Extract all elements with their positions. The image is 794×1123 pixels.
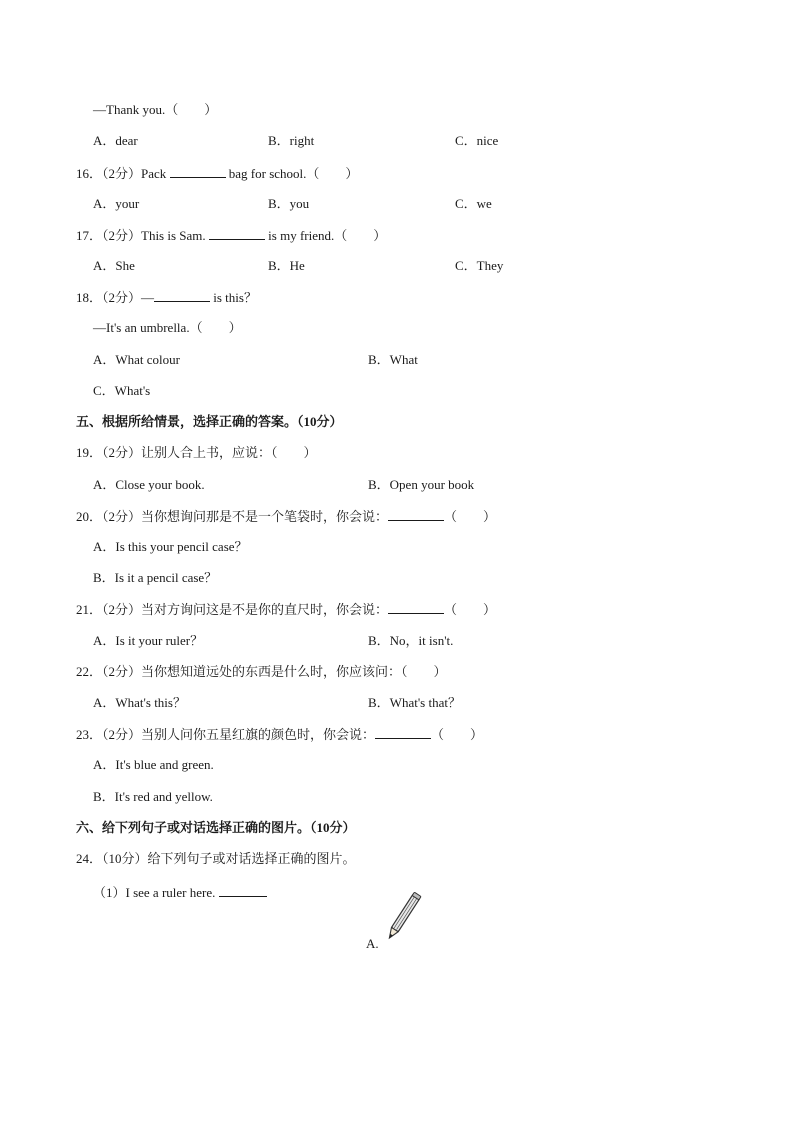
- q21-prefix: 21．（2分）当对方询问这是不是你的直尺时，你会说：: [76, 602, 389, 617]
- q21-blank: [388, 601, 444, 614]
- q19-question: 19．（2分）让别人合上书，应说：（ ）: [76, 445, 317, 460]
- q17-option-c: C．They: [455, 258, 504, 273]
- q20-option-b: B．Is it a pencil case？: [93, 570, 218, 585]
- q15-option-b: B．right: [268, 133, 315, 148]
- q17-option-a: A．She: [93, 258, 135, 273]
- section-6-heading: 六、给下列句子或对话选择正确的图片。（10分）: [76, 820, 356, 835]
- q23-option-a: A．It's blue and green.: [93, 757, 214, 772]
- q23-question: [76, 726, 483, 743]
- q18-option-a: A．What colour: [93, 352, 181, 367]
- q18-question: [76, 289, 257, 306]
- q15-option-c: C．nice: [455, 133, 499, 148]
- q17-option-b: B．He: [268, 258, 305, 273]
- q18-blank: [154, 289, 210, 302]
- q23-prefix: 23．（2分）当别人问你五星红旗的颜色时，你会说：: [76, 727, 376, 742]
- q19-option-a: A．Close your book.: [93, 477, 205, 492]
- q20-prefix: 20．（2分）当你想询问那是不是一个笔袋时，你会说：: [76, 509, 389, 524]
- q18-option-c: C．What's: [93, 383, 151, 398]
- q23-suffix: （ ）: [431, 727, 484, 742]
- q22-option-b: B．What's that？: [368, 695, 461, 710]
- q16-option-c: C．we: [455, 196, 492, 211]
- q18-option-b: B．What: [368, 352, 418, 367]
- q18-suffix: is this？: [213, 290, 257, 305]
- q16-option-a: A．your: [93, 196, 140, 211]
- q16-blank: [170, 165, 226, 178]
- q24-sub1-text: （1）I see a ruler here.: [93, 885, 216, 900]
- q21-option-b: B．No，it isn't.: [368, 633, 454, 648]
- q16-option-b: B．you: [268, 196, 310, 211]
- q23-option-b: B．It's red and yellow.: [93, 789, 213, 804]
- q16-prefix: 16．（2分）Pack: [76, 166, 167, 181]
- q17-prefix: 17．（2分）This is Sam.: [76, 228, 206, 243]
- q18-prefix: 18．（2分）—: [76, 290, 155, 305]
- q16-suffix: bag for school.（ ）: [228, 166, 359, 181]
- q22-question: 22．（2分）当你想知道远处的东西是什么时，你应该问：（ ）: [76, 664, 447, 679]
- q24-question: 24．（10分）给下列句子或对话选择正确的图片。: [76, 851, 356, 866]
- q24-sub1-blank: [219, 884, 267, 897]
- q21-question: [76, 601, 496, 618]
- q19-option-b: B．Open your book: [368, 477, 475, 492]
- q18-reply: —It's an umbrella.（ ）: [93, 320, 242, 335]
- q24-sub1: [93, 884, 267, 901]
- q23-blank: [375, 726, 431, 739]
- q20-blank: [388, 508, 444, 521]
- image-option-a-label: A.: [366, 936, 379, 951]
- pencil-icon: [383, 888, 423, 946]
- q20-suffix: （ ）: [444, 509, 497, 524]
- q20-question: [76, 508, 496, 525]
- q15-option-a: A．dear: [93, 133, 138, 148]
- section-5-heading: 五、根据所给情景，选择正确的答案。（10分）: [76, 414, 343, 429]
- q17-question: [76, 227, 386, 244]
- q21-suffix: （ ）: [444, 602, 497, 617]
- q21-option-a: A．Is it your ruler？: [93, 633, 204, 648]
- q22-option-a: A．What's this？: [93, 695, 186, 710]
- q15-reply: —Thank you.（ ）: [93, 102, 218, 117]
- q17-suffix: is my friend.（ ）: [268, 228, 387, 243]
- q20-option-a: A．Is this your pencil case？: [93, 539, 248, 554]
- q16-question: [76, 165, 358, 182]
- q17-blank: [209, 227, 265, 240]
